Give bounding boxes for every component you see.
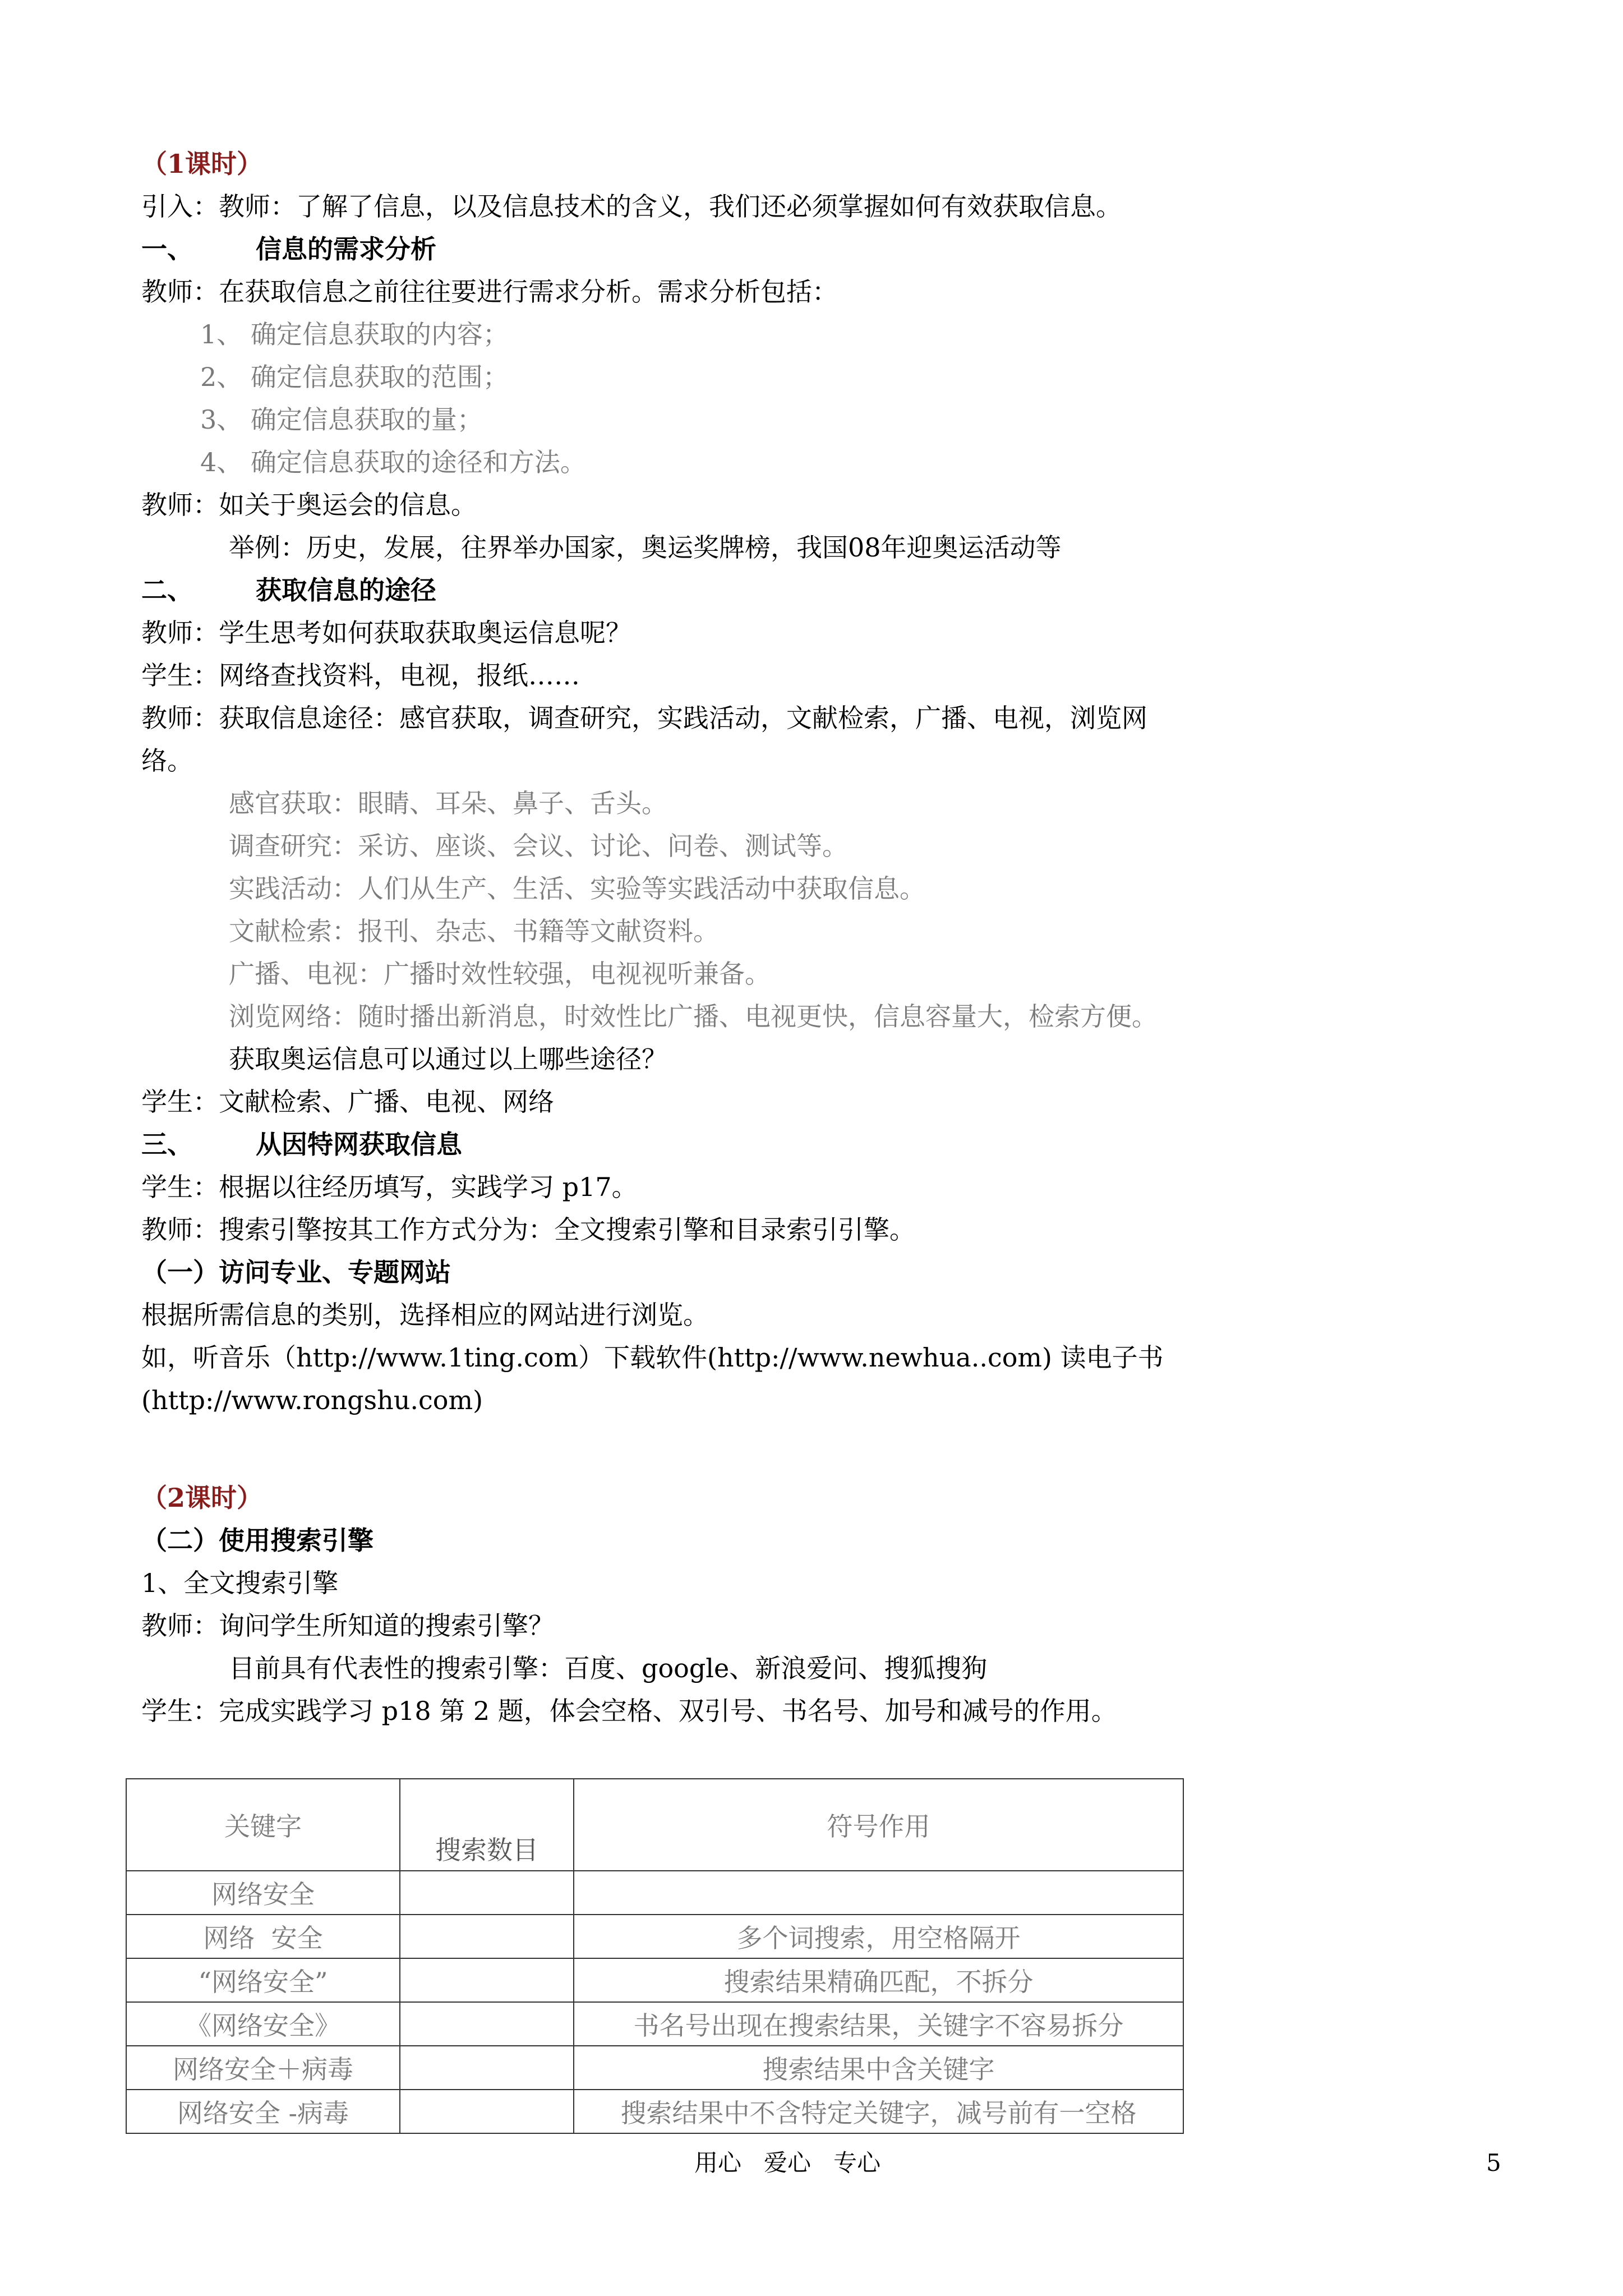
lesson-2-heading: （2课时） xyxy=(141,1483,263,1513)
list-item: 4、 确定信息获取的途径和方法。 xyxy=(200,447,586,477)
table-header: 关键字 xyxy=(126,1779,400,1871)
paragraph: 学生：完成实践学习 p18 第 2 题，体会空格、双引号、书名号、加号和减号的作用。 xyxy=(141,1696,1117,1726)
paragraph: 学生：根据以往经历填写，实践学习 p17。 xyxy=(141,1172,638,1202)
paragraph: 教师：获取信息途径：感官获取，调查研究，实践活动，文献检索，广播、电视，浏览网 xyxy=(141,703,1147,733)
section-1-heading xyxy=(141,232,436,266)
table-cell xyxy=(400,1958,574,2002)
paragraph: 教师：如关于奥运会的信息。 xyxy=(141,490,477,520)
subsection-heading: （一）访问专业、专题网站 xyxy=(141,1257,451,1287)
section-3-heading xyxy=(141,1128,462,1161)
section-title: 从因特网获取信息 xyxy=(256,1129,462,1159)
table-header-row xyxy=(126,1779,1183,1871)
table-cell: “网络安全” xyxy=(126,1958,400,2002)
section-2-heading xyxy=(141,573,436,607)
keyword-table xyxy=(126,1778,1184,2134)
intro-line: 引入：教师：了解了信息，以及信息技术的含义，我们还必须掌握如何有效获取信息。 xyxy=(141,191,1122,222)
table-cell xyxy=(400,1871,574,1915)
table-row xyxy=(126,2090,1183,2133)
section-number: 二、 xyxy=(141,575,193,605)
paragraph: (http://www.rongshu.com) xyxy=(141,1385,483,1415)
paragraph: 教师：搜索引擎按其工作方式分为：全文搜索引擎和目录索引引擎。 xyxy=(141,1214,915,1245)
lesson-1-heading: （1课时） xyxy=(141,149,263,179)
table-cell: 书名号出现在搜索结果，关键字不容易拆分 xyxy=(574,2002,1183,2046)
table-row xyxy=(126,1958,1183,2002)
page-number: 5 xyxy=(1486,2149,1501,2177)
table-row xyxy=(126,2046,1183,2090)
paragraph: 学生：文献检索、广播、电视、网络 xyxy=(141,1087,554,1117)
table-cell: 网络安全 xyxy=(126,1871,400,1915)
list-item: 3、 确定信息获取的量； xyxy=(200,404,483,435)
paragraph: 教师：在获取信息之前往往要进行需求分析。需求分析包括： xyxy=(141,277,838,307)
section-title: 获取信息的途径 xyxy=(256,575,436,605)
section-title: 信息的需求分析 xyxy=(256,234,436,264)
list-item: 调查研究：采访、座谈、会议、讨论、问卷、测试等。 xyxy=(229,831,848,861)
subsection-heading: （二）使用搜索引擎 xyxy=(141,1525,374,1556)
paragraph: 教师：学生思考如何获取获取奥运信息呢？ xyxy=(141,618,631,648)
paragraph: 获取奥运信息可以通过以上哪些途径？ xyxy=(229,1044,667,1074)
table-row xyxy=(126,2002,1183,2046)
paragraph: 如，听音乐（http://www.1ting.com）下载软件(http://www.newhua..com) 读电子书 xyxy=(141,1342,1164,1373)
list-item: 广播、电视：广播时效性较强，电视视听兼备。 xyxy=(229,959,771,989)
paragraph: 目前具有代表性的搜索引擎：百度、google、新浪爱问、搜狐搜狗 xyxy=(229,1653,988,1683)
list-item: 感官获取：眼睛、耳朵、鼻子、舌头。 xyxy=(229,788,667,818)
table-header: 符号作用 xyxy=(574,1779,1183,1871)
table-cell xyxy=(400,2090,574,2133)
table-cell xyxy=(400,1915,574,1958)
table-cell: 《网络安全》 xyxy=(126,2002,400,2046)
table-cell: 网络安全＋病毒 xyxy=(126,2046,400,2090)
list-item: 2、 确定信息获取的范围； xyxy=(200,362,509,392)
list-item: 实践活动：人们从生产、生活、实验等实践活动中获取信息。 xyxy=(229,873,925,904)
table-cell: 搜索结果精确匹配，不拆分 xyxy=(574,1958,1183,2002)
paragraph: 1、全文搜索引擎 xyxy=(141,1568,339,1598)
paragraph: 络。 xyxy=(141,746,193,776)
table-header: 搜索数目 xyxy=(400,1779,574,1871)
paragraph: 学生：网络查找资料，电视，报纸…… xyxy=(141,660,580,691)
table-cell: 网络安全 -病毒 xyxy=(126,2090,400,2133)
list-item: 1、 确定信息获取的内容； xyxy=(200,319,509,349)
paragraph: 举例：历史，发展，往界举办国家，奥运奖牌榜，我国08年迎奥运活动等 xyxy=(229,532,1062,563)
table-cell: 搜索结果中含关键字 xyxy=(574,2046,1183,2090)
table-cell: 网络 安全 xyxy=(126,1915,400,1958)
paragraph: 根据所需信息的类别，选择相应的网站进行浏览。 xyxy=(141,1300,709,1330)
list-item: 文献检索：报刊、杂志、书籍等文献资料。 xyxy=(229,916,719,946)
page-footer: 用心 爱心 专心 xyxy=(694,2149,881,2177)
table-cell: 多个词搜索，用空格隔开 xyxy=(574,1915,1183,1958)
table-row xyxy=(126,1915,1183,1958)
table-cell xyxy=(400,2046,574,2090)
section-number: 一、 xyxy=(141,234,193,264)
table-row xyxy=(126,1871,1183,1915)
section-number: 三、 xyxy=(141,1129,193,1159)
table-cell xyxy=(574,1871,1183,1915)
paragraph: 教师：询问学生所知道的搜索引擎？ xyxy=(141,1611,554,1641)
table-cell xyxy=(400,2002,574,2046)
table-cell: 搜索结果中不含特定关键字，减号前有一空格 xyxy=(574,2090,1183,2133)
list-item: 浏览网络：随时播出新消息，时效性比广播、电视更快，信息容量大，检索方便。 xyxy=(229,1001,1158,1032)
